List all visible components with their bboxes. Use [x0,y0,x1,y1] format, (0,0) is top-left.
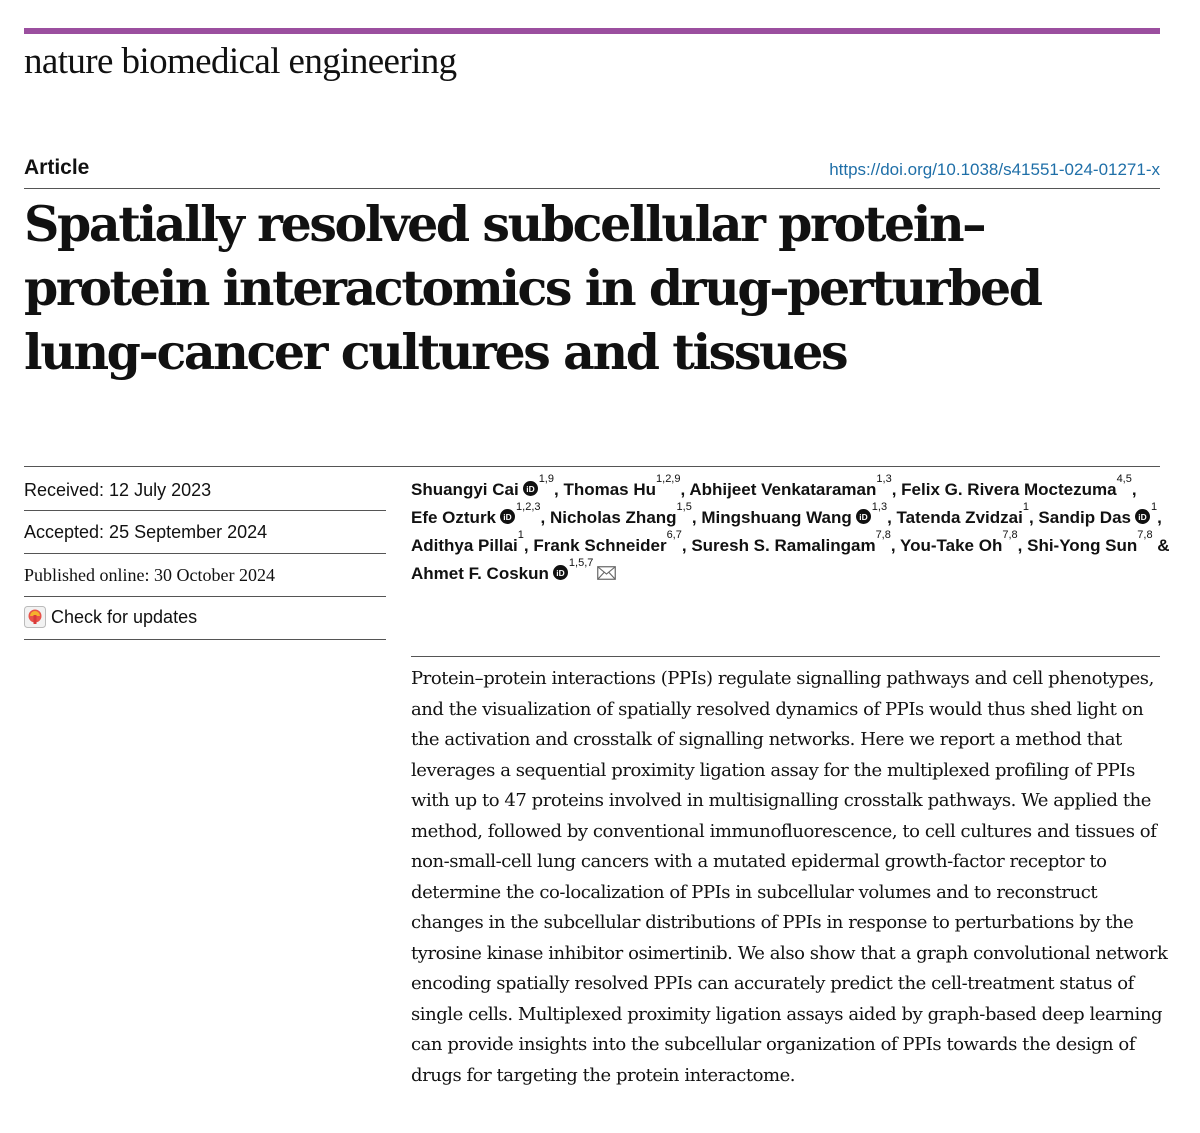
author-affiliation: 1,2,9 [656,473,681,486]
author-separator: , [1017,536,1023,555]
author-affiliation: 7,8 [875,529,891,542]
author-affiliation: 1,3 [876,473,892,486]
author [1038,501,1162,527]
author-name[interactable]: Shi-Yong Sun [1027,536,1138,555]
author-name[interactable]: Tatenda Zvidzai [896,508,1023,527]
author-separator: , [890,536,896,555]
author [549,501,697,527]
received-divider [24,510,386,511]
check-for-updates-button[interactable] [24,605,197,629]
svg-text:iD: iD [859,511,868,522]
updates-divider [24,639,386,640]
svg-text:iD: iD [525,483,535,494]
author-affiliation: 7,8 [1002,529,1018,542]
author-name[interactable]: Abhijeet Venkataraman [689,480,877,499]
author-affiliation: 1,2,3 [516,501,541,514]
author-separator: , [540,508,546,527]
journal-name: nature biomedical engineering [24,41,457,82]
author-name[interactable]: Efe Ozturk [411,508,497,527]
article-title: Spatially resolved subcellular protein–protein interactomics in drug-perturbed lung-cancer cultures and tissues [24,195,1041,381]
author-separator: & [1152,536,1170,555]
author [901,473,1137,499]
abstract-divider [411,656,1160,657]
author-affiliation: 1 [1151,501,1158,514]
author-name[interactable]: Felix G. Rivera Moctezuma [901,480,1117,499]
accepted-divider [24,553,386,554]
author [411,473,559,499]
author-affiliation: 4,5 [1116,473,1132,486]
svg-text:iD: iD [1138,511,1147,522]
orcid-icon[interactable] [856,509,871,524]
author-affiliation: 1,5 [676,501,692,514]
orcid-icon[interactable] [553,565,568,580]
author-affiliation: 1 [1022,501,1029,514]
author-separator: , [891,480,897,499]
author [900,529,1023,555]
article-type: Article [24,156,90,179]
received-date: Received: 12 July 2023 [24,480,212,500]
author-name[interactable]: Nicholas Zhang [549,508,677,527]
author-separator: , [681,536,687,555]
doi-link[interactable]: https://doi.org/10.1038/s41551-024-01271-x [829,160,1160,179]
author [563,473,686,499]
envelope-icon[interactable] [597,566,616,580]
author-name[interactable]: Ahmet F. Coskun [411,564,549,583]
author-affiliation: 6,7 [666,529,682,542]
orcid-icon[interactable] [523,481,538,496]
author [896,501,1034,527]
author [411,557,616,583]
author-separator: , [1157,508,1162,527]
author [533,529,687,555]
check-for-updates-label: Check for updates [51,607,198,627]
author-separator: , [691,508,697,527]
author-name[interactable]: Adithya Pillai [411,536,518,555]
author-name[interactable]: Frank Schneider [533,536,667,555]
orcid-icon[interactable] [500,509,515,524]
author-separator: , [1131,480,1137,499]
accepted-date: Accepted: 25 September 2024 [24,522,268,542]
author-separator: , [553,480,559,499]
author-name[interactable]: You-Take Oh [900,536,1003,555]
check-updates-icon [24,606,46,628]
author-name[interactable]: Shuangyi Cai [411,480,519,499]
svg-text:iD: iD [503,511,512,522]
author [1027,529,1170,555]
author-affiliation: 1,3 [871,501,888,514]
header-divider [24,188,1160,189]
author [691,529,896,555]
author-name[interactable]: Sandip Das [1038,508,1131,527]
author-separator: , [680,480,686,499]
meta-divider [24,466,1160,467]
author [701,501,892,527]
author [411,501,546,527]
published-date: Published online: 30 October 2024 [24,565,275,585]
author-affiliation: 1,9 [538,473,554,486]
author-name[interactable]: Thomas Hu [563,480,657,499]
author-affiliation: 1 [517,529,524,542]
author-name[interactable]: Suresh S. Ramalingam [691,536,876,555]
orcid-icon[interactable] [1135,509,1150,524]
author-separator: , [1028,508,1034,527]
author-affiliation: 7,8 [1137,529,1153,542]
author [689,473,897,499]
author-name[interactable]: Mingshuang Wang [701,508,852,527]
author-separator: , [887,508,892,527]
abstract-text: Protein–protein interactions (PPIs) regulate signalling pathways and cell phenotypes, and the visualization of spatially resolved dynamics of PPIs would thus shed light on the activation and crosstalk of signalling networks. Here we report a method that leverages a sequential proximity ligation assay for the multiplexed profiling of PPIs with up to 47 proteins involved in multisignalling crosstalk pathways. We applied the method, followed by conventional immunofluorescence, to cell cultures and tissues of non-small-cell lung cancers with a mutated epidermal growth-factor receptor to determine the co-localization of PPIs in subcellular volumes and to reconstruct changes in the subcellular distributions of PPIs in response to perturbations by the tyrosine kinase inhibitor osimertinib. We also show that a graph convolutional network encoding spatially resolved PPIs can accurately predict the cell-treatment status of single cells. Multiplexed proximity ligation assays aided by graph-based deep learning can provide insights into the subcellular organization of PPIs towards the design of drugs for targeting the protein interactome. [411,668,1168,1086]
published-divider [24,596,386,597]
journal-accent-bar [24,28,1160,34]
author-affiliation: 1,5,7 [568,557,594,570]
author-separator: , [523,536,529,555]
svg-text:iD: iD [556,567,565,578]
author [411,529,529,555]
author-list [411,473,1171,588]
